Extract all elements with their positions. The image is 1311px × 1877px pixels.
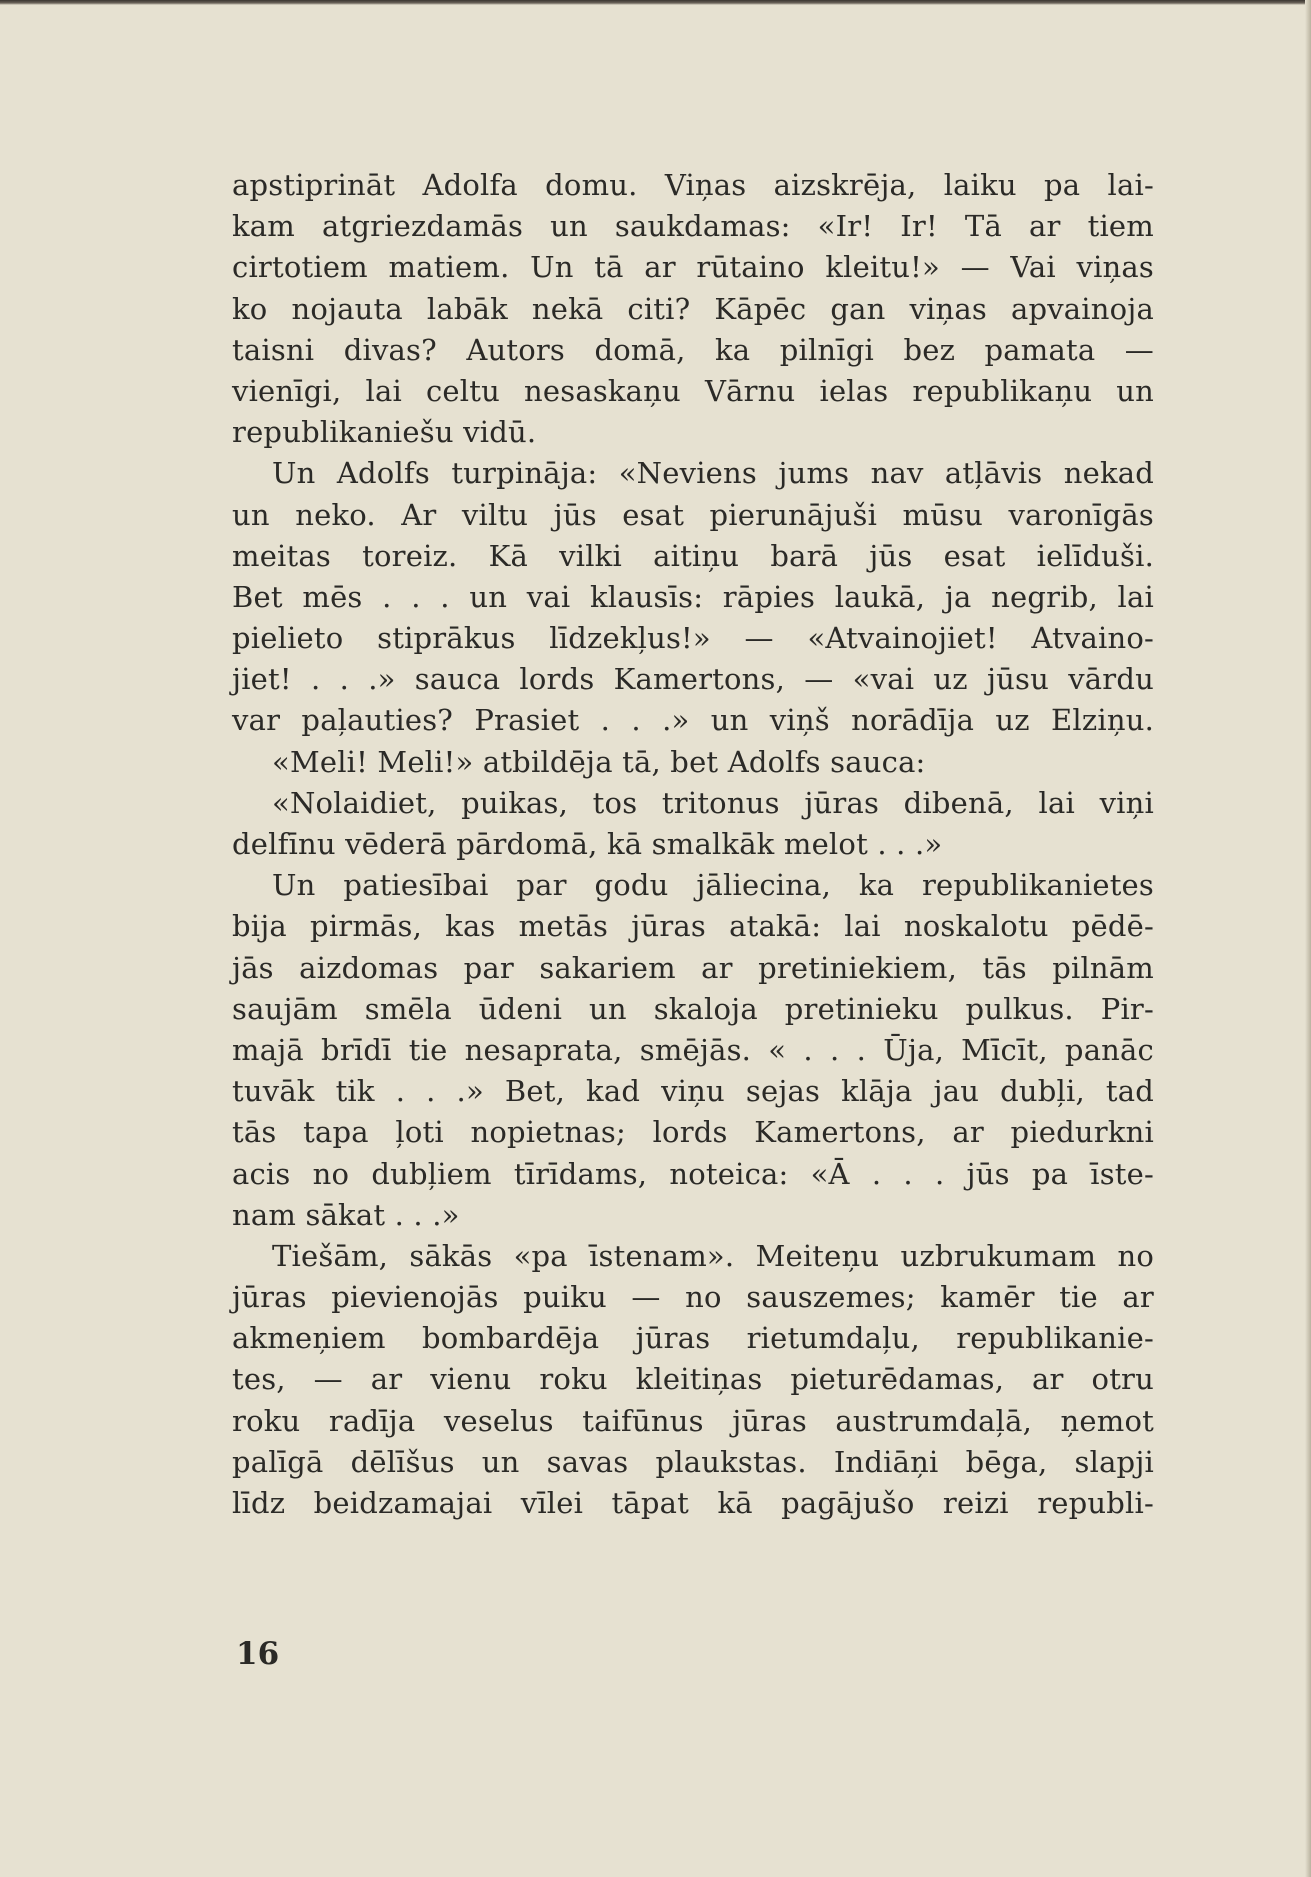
page-top-edge (0, 0, 1311, 5)
text-line: cirtotiem matiem. Un tā ar rūtaino kleitu!» — Vai viņas (232, 250, 1154, 285)
text-line: Tiešām, sākās «pa īstenam». Meiteņu uzbrukumam no (272, 1238, 1154, 1273)
text-line: tuvāk tik . . .» Bet, kad viņu sejas klāja jau dubļi, tad (232, 1074, 1154, 1109)
text-line: «Nolaidiet, puikas, tos tritonus jūras dibenā, lai viņi (272, 785, 1154, 820)
text-line: majā brīdī tie nesaprata, smējās. « . . . Ūja, Mīcīt, panāc (232, 1032, 1154, 1067)
text-line: tes, — ar vienu roku kleitiņas pieturēdamas, ar otru (232, 1362, 1154, 1397)
text-line: palīgā dēlīšus un savas plaukstas. Indiāņi bēga, slapji (232, 1444, 1154, 1479)
text-line: Un patiesībai par godu jāliecina, ka republikanietes (272, 868, 1154, 903)
text-line: jiet! . . .» sauca lords Kamertons, — «vai uz jūsu vārdu (232, 662, 1154, 697)
text-line: meitas toreiz. Kā vilki aitiņu barā jūs esat ielīduši. (232, 538, 1154, 573)
text-line: nam sākat . . .» (232, 1197, 460, 1232)
text-line: Bet mēs . . . un vai klausīs: rāpies laukā, ja negrib, lai (232, 579, 1154, 614)
text-line: pielieto stiprākus līdzekļus!» — «Atvainojiet! Atvaino- (232, 621, 1154, 656)
text-line: kam atgriezdamās un saukdamas: «Ir! Ir! Tā ar tiem (232, 209, 1154, 244)
text-line: tās tapa ļoti nopietnas; lords Kamertons, ar piedurkni (232, 1115, 1154, 1150)
page-right-edge (1305, 0, 1311, 1877)
text-line: acis no dubļiem tīrīdams, noteica: «Ā . . . jūs pa īste- (232, 1156, 1154, 1191)
text-line: un neko. Ar viltu jūs esat pierunājuši mūsu varonīgās (232, 497, 1154, 532)
text-line: delfīnu vēderā pārdomā, kā smalkāk melot . . .» (232, 827, 943, 861)
text-line: vienīgi, lai celtu nesaskaņu Vārnu ielas republikaņu un (232, 373, 1154, 408)
text-line: līdz beidzamajai vīlei tāpat kā pagājušo reizi republi- (232, 1486, 1154, 1520)
text-line: saujām smēla ūdeni un skaloja pretinieku pulkus. Pir- (232, 991, 1154, 1026)
text-line: Un Adolfs turpināja: «Neviens jums nav atļāvis nekad (272, 456, 1154, 491)
text-line: jūras pievienojās puiku — no sauszemes; kamēr tie ar (232, 1280, 1154, 1315)
text-line: bija pirmās, kas metās jūras atakā: lai noskalotu pēdē- (232, 909, 1154, 944)
text-line: akmeņiem bombardēja jūras rietumdaļu, republikanie- (232, 1321, 1154, 1356)
text-line: jās aizdomas par sakariem ar pretiniekiem, tās pilnām (232, 950, 1154, 985)
body-text (232, 165, 1154, 1524)
text-line: «Meli! Meli!» atbildēja tā, bet Adolfs sauca: (272, 744, 926, 779)
page-number: 16 (236, 1636, 280, 1672)
text-line: republikaniešu vidū. (232, 415, 537, 450)
text-line: ko nojauta labāk nekā citi? Kāpēc gan viņas apvainoja (232, 291, 1154, 326)
text-line: apstiprināt Adolfa domu. Viņas aizskrēja, laiku pa lai- (232, 168, 1154, 202)
text-line: var paļauties? Prasiet . . .» un viņš norādīja uz Elziņu. (232, 703, 1154, 738)
text-line: roku radīja veselus taifūnus jūras austrumdaļā, ņemot (232, 1403, 1154, 1438)
text-line: taisni divas? Autors domā, ka pilnīgi bez pamata — (232, 332, 1154, 367)
